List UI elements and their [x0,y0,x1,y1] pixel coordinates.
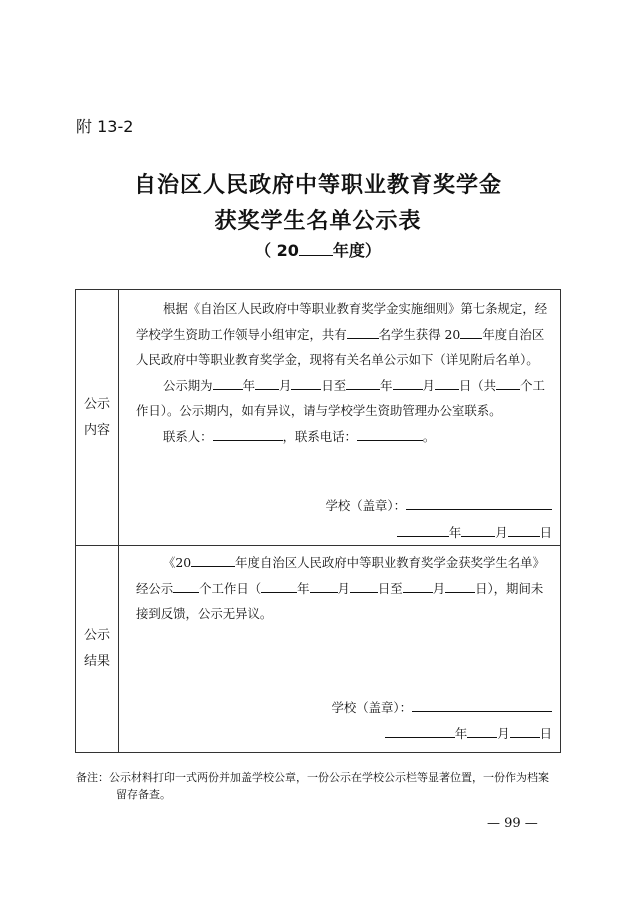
date-line-2: 年 月 日 [385,724,552,742]
blank-year [460,325,482,338]
blank-contact [213,427,283,440]
notice-table [75,289,561,753]
section-label-content: 公示 内容 [76,290,119,546]
blank-student-count [347,325,379,338]
appendix-label: 附 13-2 [76,117,134,136]
date-line-1: 年 月 日 [397,523,552,541]
year-open: （ 20 [255,241,299,260]
blank-phone [357,427,423,440]
year-close: 年度） [332,241,381,260]
notice-paragraph-2: 公示期为 年 月 日至 年 月 日（共 个工作日）。公示期内，如有异议，请与学校学生资助管理办公室联系。 [136,377,545,418]
page-number: — 99 — [487,816,538,831]
section-result-cell [119,546,561,753]
notice-row-content [76,290,561,546]
year-line [0,238,636,261]
school-seal-line-2: 学校（盖章）： [331,698,552,716]
footnote-line-2: 留存备查。 [116,788,171,801]
footnote [76,769,566,803]
notice-paragraph-contact: 联系人： ，联系电话： 。 [163,428,436,444]
section-label-result: 公示 结果 [76,546,119,753]
result-paragraph: 《20 年度自治区人民政府中等职业教育奖学金获奖学生名单》经公示 个工作日（ 年 月 日至 月 日），期间未接到反馈，公示无异议。 [136,555,545,621]
blank-year [299,239,333,256]
notice-paragraph-1: 根据《自治区人民政府中等职业教育奖学金实施细则》第七条规定，经学校学生资助工作领导小组审定，共有 名学生获得 20 年度自治区人民政府中等职业教育奖学金，现将有关名单公示如下（详见附后名单）。 [136,301,548,367]
title-line-2: 获奖学生名单公示表 [214,209,422,234]
footnote-line-1: 备注：公示材料打印一式两份并加盖学校公章，一份公示在学校公示栏等显著位置，一份作为档案 [76,771,549,784]
section-content-cell [119,290,561,546]
school-seal-line-1: 学校（盖章）： [325,496,552,514]
notice-row-result [76,546,561,753]
title-line-1: 自治区人民政府中等职业教育奖学金 [133,173,502,198]
